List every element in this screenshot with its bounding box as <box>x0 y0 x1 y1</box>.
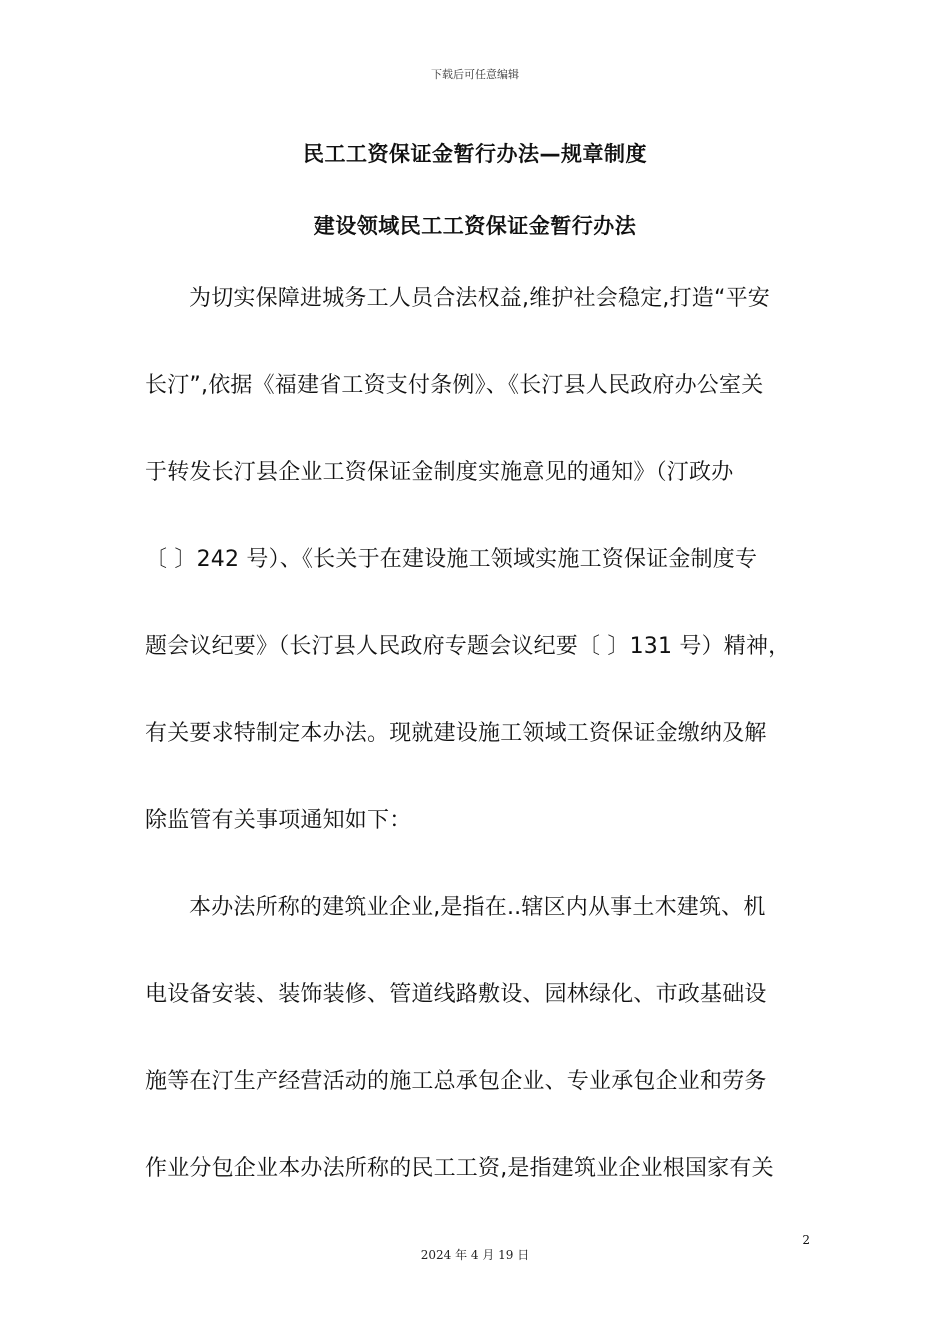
document-subtitle: 建设领域民工工资保证金暂行办法 <box>313 214 637 238</box>
paragraph-line: 长汀”,依据《福建省工资支付条例》、《长汀县人民政府办公室关 <box>145 373 764 398</box>
paragraph-line: 作业分包企业本办法所称的民工工资,是指建筑业企业根国家有关 <box>145 1156 774 1181</box>
paragraph-line: 于转发长汀县企业工资保证金制度实施意见的通知》（汀政办 <box>145 460 734 485</box>
paragraph-line: 为切实保障进城务工人员合法权益,维护社会稳定,打造“平安 <box>189 286 770 311</box>
document-body <box>145 280 815 1237</box>
paragraph-line: 题会议纪要》（长汀县人民政府专题会议纪要〔 〕131 号）精神， <box>145 634 791 659</box>
paragraph-line: 有关要求特制定本办法。现就建设施工领域工资保证金缴纳及解 <box>145 721 767 746</box>
footer-date: 2024 年 4 月 19 日 <box>420 1248 530 1262</box>
header-note: 下载后可任意编辑 <box>431 68 519 81</box>
paragraph-line: 施等在汀生产经营活动的施工总承包企业、专业承包企业和劳务 <box>145 1069 767 1094</box>
document-title: 民工工资保证金暂行办法—规章制度 <box>303 142 647 166</box>
paragraph-line: 本办法所称的建筑业企业,是指在..辖区内从事土木建筑、机 <box>189 895 766 920</box>
paragraph-line: 电设备安装、装饰装修、管道线路敷设、园林绿化、市政基础设 <box>145 982 767 1007</box>
paragraph-line: 除监管有关事项通知如下： <box>145 808 412 833</box>
paragraph-line: 〔 〕242 号）、《长关于在建设施工领域实施工资保证金制度专 <box>145 547 758 572</box>
page-number: 2 <box>802 1233 810 1247</box>
